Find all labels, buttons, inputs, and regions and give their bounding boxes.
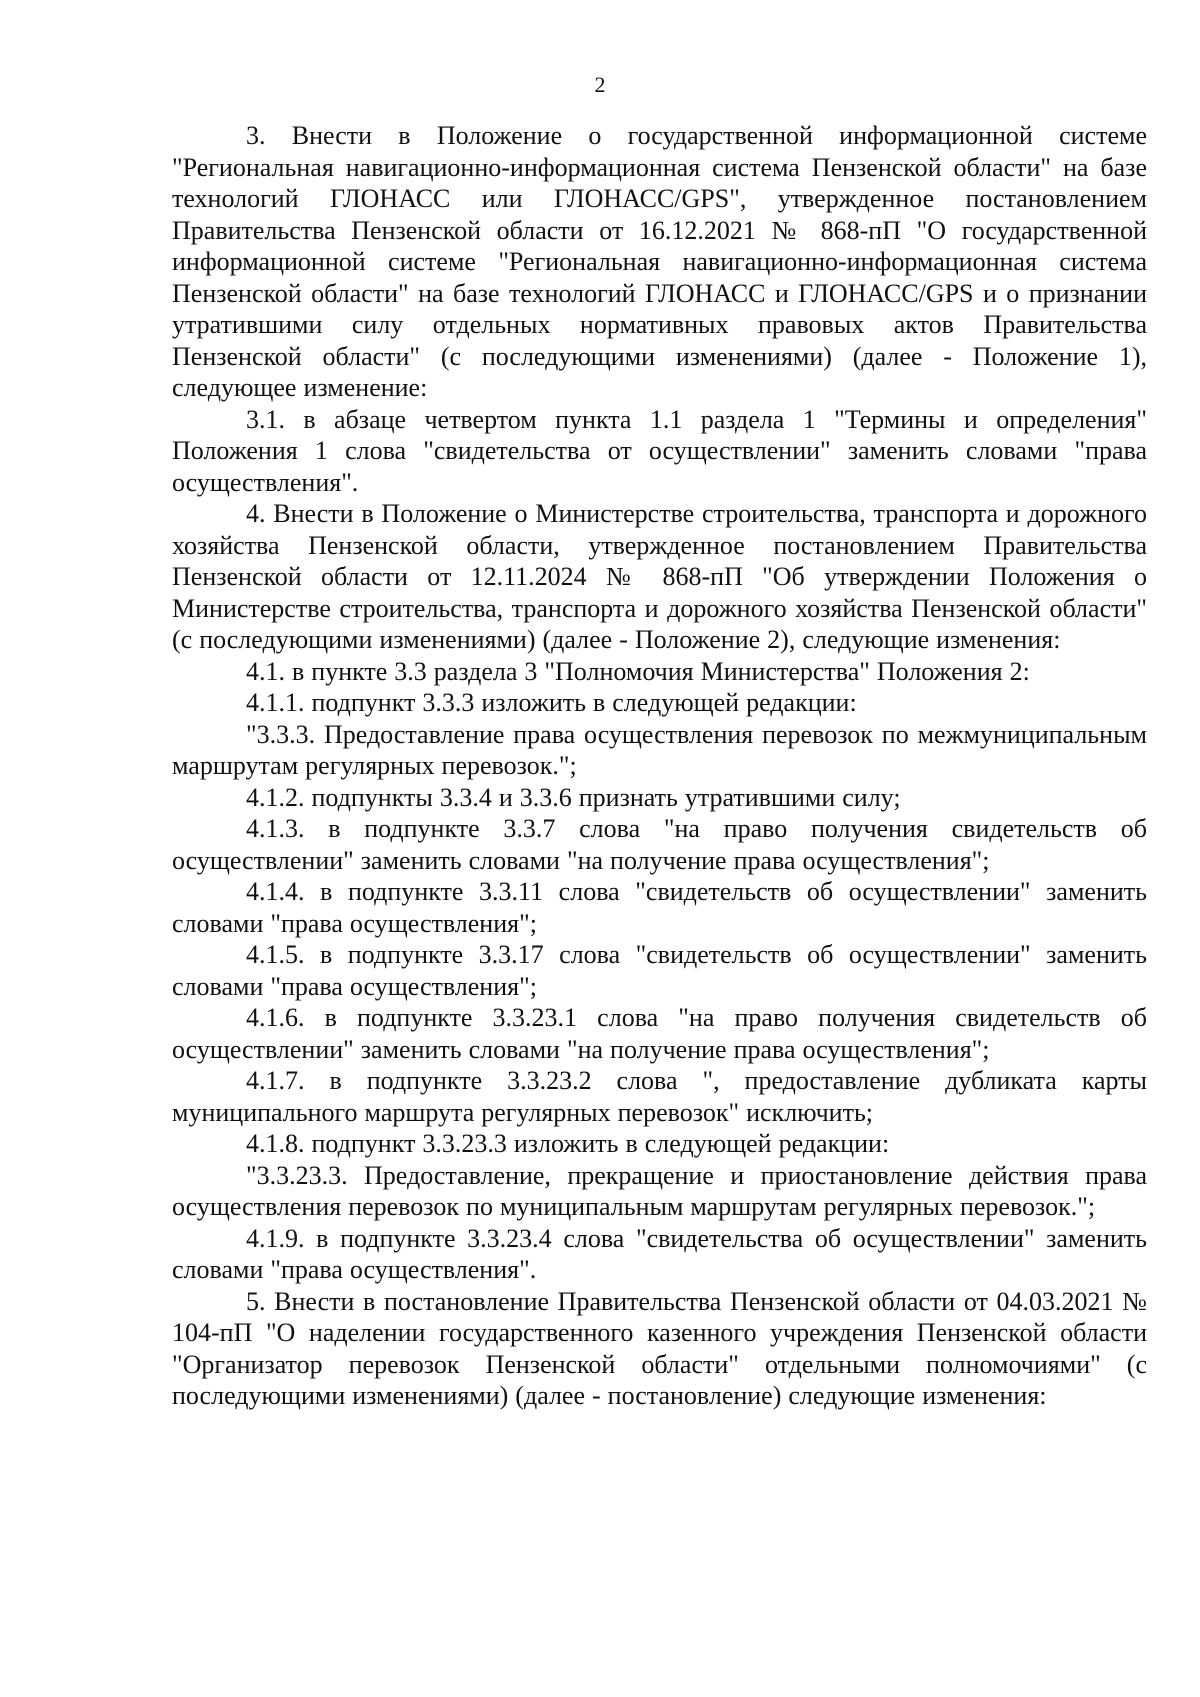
paragraph-4-1-5: 4.1.5. в подпункте 3.3.17 слова "свидетельств об осуществлении" заменить словами "права осуществления"; xyxy=(172,940,1147,1001)
paragraph-4-1: 4.1. в пункте 3.3 раздела 3 "Полномочия Министерства" Положения 2: xyxy=(246,656,1030,686)
quote-3-3-23-3: "3.3.23.3. Предоставление, прекращение и приостановление действия права осуществления перевозок по муниципальным маршрутам регулярных перевозок."; xyxy=(172,1160,1147,1221)
document-body xyxy=(172,120,1147,1412)
paragraph-4-1-1: 4.1.1. подпункт 3.3.3 изложить в следующей редакции: xyxy=(246,688,857,717)
paragraph-4-1-8: 4.1.8. подпункт 3.3.23.3 изложить в следующей редакции: xyxy=(246,1129,890,1158)
paragraph-5: 5. Внести в постановление Правительства Пензенской области от 04.03.2021 № 104-пП "О наделении государственного казенного учреждения Пензенской области "Организатор перевозок Пензенской области" отдельными полномочиями" (с последующими изменениями) (далее - постановление) следующие изменения: xyxy=(172,1286,1147,1410)
paragraph-3: 3. Внести в Положение о государственной информационной системе "Региональная навигационно-информационная система Пензенской области" на базе технологий ГЛОНАСС или ГЛОНАСС/GPS", утвержденное постановлением Правительства Пензенской области от 16.12.2021 № 868-пП "О государственной информационной системе "Региональная навигационно-информационная система Пензенской области" на базе технологий ГЛОНАСС и ГЛОНАСС/GPS и о признании утратившими силу отдельных нормативных правовых актов Правительства Пензенской области" (с последующими изменениями) (далее - Положение 1), следующее изменение: xyxy=(172,121,1147,402)
paragraph-4-1-9: 4.1.9. в подпункте 3.3.23.4 слова "свидетельства об осуществлении" заменить словами "права осуществления". xyxy=(172,1223,1147,1284)
paragraph-4: 4. Внести в Положение о Министерстве строительства, транспорта и дорожного хозяйства Пензенской области, утвержденное постановлением Правительства Пензенской области от 12.11.2024 № 868-пП "Об утверждении Положения о Министерстве строительства, транспорта и дорожного хозяйства Пензенской области" (с последующими изменениями) (далее - Положение 2), следующие изменения: xyxy=(172,499,1147,654)
paragraph-4-1-6: 4.1.6. в подпункте 3.3.23.1 слова "на право получения свидетельств об осуществлении" заменить словами "на получение права осуществления"; xyxy=(172,1003,1147,1064)
paragraph-3-1: 3.1. в абзаце четвертом пункта 1.1 раздела 1 "Термины и определения" Положения 1 слова "свидетельства от осуществлении" заменить словами "права осуществления". xyxy=(172,404,1147,497)
page-number: 2 xyxy=(594,72,606,97)
paragraph-4-1-3: 4.1.3. в подпункте 3.3.7 слова "на право получения свидетельств об осуществлении" заменить словами "на получение права осуществления"; xyxy=(172,814,1147,875)
quote-3-3-3: "3.3.3. Предоставление права осуществления перевозок по межмуниципальным маршрутам регулярных перевозок."; xyxy=(172,719,1147,780)
paragraph-4-1-7: 4.1.7. в подпункте 3.3.23.2 слова ", предоставление дубликата карты муниципального маршрута регулярных перевозок" исключить; xyxy=(172,1066,1147,1127)
paragraph-4-1-4: 4.1.4. в подпункте 3.3.11 слова "свидетельств об осуществлении" заменить словами "права осуществления"; xyxy=(172,877,1147,938)
paragraph-4-1-2: 4.1.2. подпункты 3.3.4 и 3.3.6 признать утратившими силу; xyxy=(246,782,901,812)
